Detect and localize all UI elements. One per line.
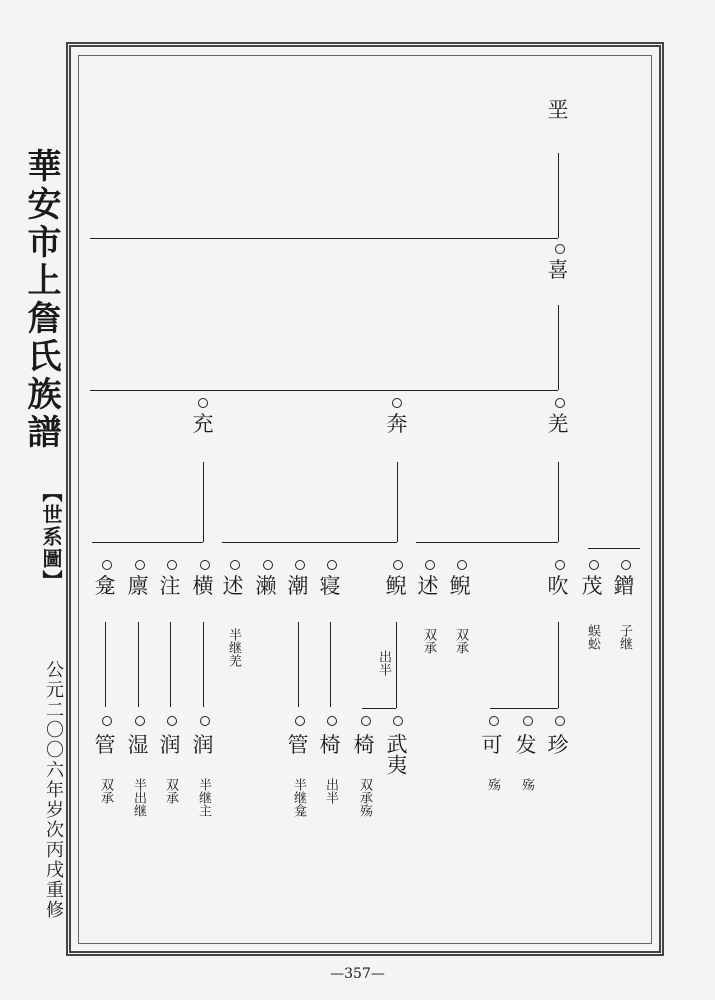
node-gen2: 喜 [547,258,569,282]
node-marker [327,560,337,570]
node-gen4-11: 鲵 [449,574,471,598]
node-marker [361,716,371,726]
note-gen4: 子继 [617,624,632,650]
note-gen5: 双承 [98,778,113,804]
line [203,622,204,707]
node-marker [489,716,499,726]
note-gen5: 殇 [485,778,500,791]
node-marker [393,716,403,726]
page-number: —357— [330,966,385,982]
line [298,622,299,707]
note-gen4: 半继羌 [226,628,241,667]
note-gen4: 双承 [421,628,436,654]
node-marker [393,560,403,570]
node-gen4-2: 廪 [127,574,149,598]
line [396,622,397,708]
node-marker [263,560,273,570]
line [90,390,558,391]
node-marker [200,560,210,570]
line [558,305,559,390]
node-marker [392,398,402,408]
node-marker [327,716,337,726]
node-marker [425,560,435,570]
node-gen4-4: 横 [192,574,214,598]
line [222,542,397,543]
node-gen4-13: 茂 [581,574,603,598]
note-gen4: 出半 [376,650,391,676]
line [558,622,559,708]
node-gen5-10: 发 [515,733,537,757]
node-gen5-3: 润 [159,733,181,757]
node-gen3-3: 羌 [547,412,569,436]
node-marker [555,244,565,254]
node-gen4-10: 述 [417,574,439,598]
note-gen5: 殇 [519,778,534,791]
line [558,153,559,238]
line [92,542,203,543]
node-gen4-7: 潮 [287,574,309,598]
note-gen5: 半继主 [196,778,211,817]
note-gen5: 双承 [163,778,178,804]
side-section-label: 【世系圖】 [39,482,63,592]
node-marker [555,560,565,570]
node-gen5-4: 润 [192,733,214,757]
note-gen4: 双承 [453,628,468,654]
node-gen4-6: 濑 [255,574,277,598]
note-gen5: 双承殇 [357,778,372,817]
node-gen4-8: 寝 [319,574,341,598]
node-marker [555,398,565,408]
side-title: 華安市上詹氏族譜 [21,148,61,452]
line [105,622,106,707]
node-marker [230,560,240,570]
node-gen3-2: 奔 [386,412,408,436]
note-gen5: 半出继 [131,778,146,817]
note-gen5: 半继龛 [291,778,306,817]
line [330,622,331,707]
side-date: 公元二〇〇六年岁次丙戌重修 [43,660,64,920]
node-gen5-6: 椅 [319,733,341,757]
note-gen5: 出半 [323,778,338,804]
node-marker [589,560,599,570]
line [490,708,558,709]
node-gen4-9: 鲵 [385,574,407,598]
node-gen4-1: 龛 [94,574,116,598]
line [170,622,171,707]
node-marker [457,560,467,570]
node-marker [295,560,305,570]
line [588,548,640,549]
node-top: 垩 [547,98,569,122]
node-marker [167,716,177,726]
node-gen5-9: 可 [481,733,503,757]
node-gen5-2: 湿 [127,733,149,757]
node-gen4-5: 述 [222,574,244,598]
line [90,238,558,239]
node-gen4-14: 鏳 [613,574,635,598]
node-marker [200,716,210,726]
node-marker [621,560,631,570]
line [558,462,559,542]
node-gen5-1: 管 [94,733,116,757]
node-marker [102,560,112,570]
node-gen4-12: 吹 [547,574,569,598]
node-gen4-3: 注 [159,574,181,598]
node-gen3-1: 充 [192,412,214,436]
node-gen5-7: 椅 [353,733,375,757]
line [203,462,204,542]
line [138,622,139,707]
note-gen4: 蜈蚣 [585,624,600,650]
node-marker [523,716,533,726]
node-marker [198,398,208,408]
node-marker [135,716,145,726]
node-gen5-11: 珍 [547,733,569,757]
node-marker [135,560,145,570]
node-marker [102,716,112,726]
node-marker [167,560,177,570]
node-marker [555,716,565,726]
line [362,708,396,709]
line [416,542,558,543]
node-gen5-5: 管 [287,733,309,757]
node-marker [295,716,305,726]
line [397,462,398,542]
node-gen5-8: 武夷 [384,733,408,775]
